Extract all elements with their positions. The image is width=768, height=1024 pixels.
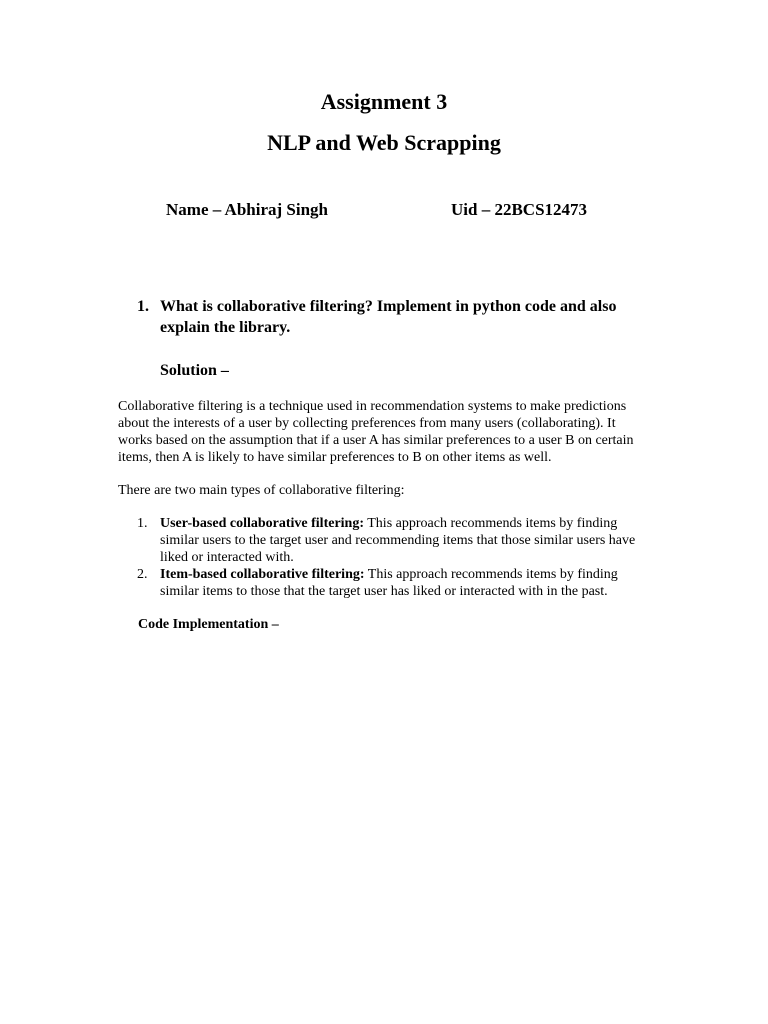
student-uid: Uid – 22BCS12473	[451, 200, 588, 219]
list-item	[137, 566, 652, 600]
list-item-term: User-based collaborative filtering:	[160, 516, 364, 531]
student-name: Name – Abhiraj Singh	[166, 200, 328, 219]
list-item-description: This approach recommends items by finding similar users to the target user and recommending items that those similar users have liked or interacted with.	[160, 516, 636, 565]
document-title: Assignment 3	[320, 89, 448, 114]
intro-paragraph: Collaborative filtering is a technique used in recommendation systems to make predictions about the interests of a user by collecting preferences from many users (collaborating). It works based on the assumption that if a user A has similar preferences to a user B on certain items, then A is likely to have similar preferences to B on other items as well.	[118, 399, 634, 465]
question-number: 1.	[137, 298, 149, 315]
question-1	[137, 296, 657, 338]
filtering-types-list	[137, 515, 652, 600]
list-item-number: 1.	[137, 516, 148, 531]
solution-label: Solution –	[160, 362, 229, 379]
types-intro-paragraph: There are two main types of collaborative filtering:	[118, 483, 405, 498]
document-subtitle: NLP and Web Scrapping	[267, 130, 501, 155]
code-implementation-heading: Code Implementation –	[138, 617, 279, 632]
list-item-number: 2.	[137, 567, 148, 582]
list-item	[137, 515, 652, 566]
list-item-description: This approach recommends items by finding similar items to those that the target user has liked or interacted with in the past.	[160, 567, 618, 599]
list-item-term: Item-based collaborative filtering:	[160, 567, 365, 582]
question-text: What is collaborative filtering? Implement in python code and also explain the library.	[160, 298, 617, 336]
